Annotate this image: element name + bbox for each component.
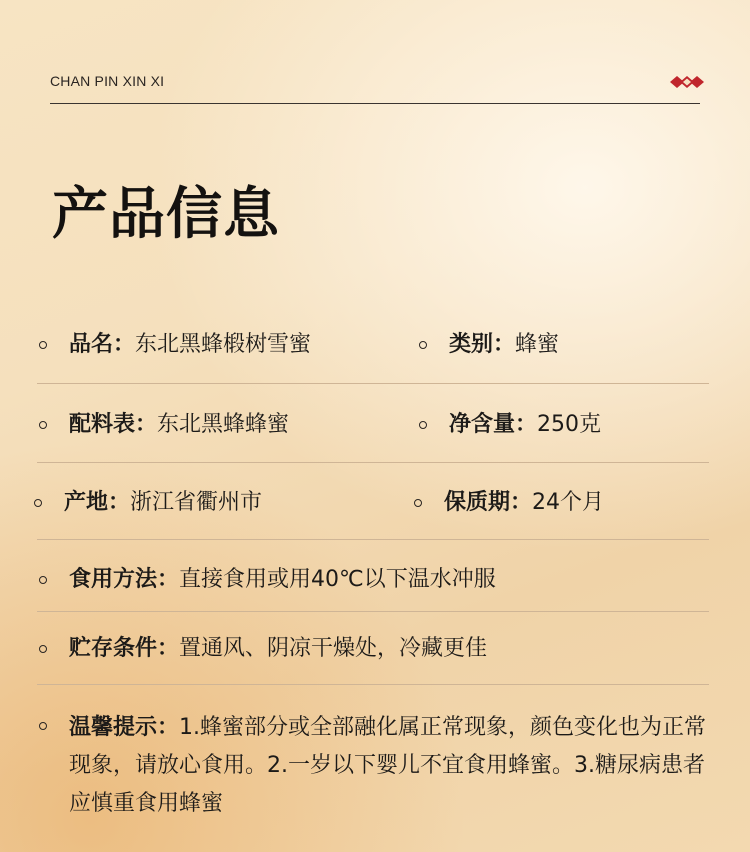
info-value: 东北黑蜂椴树雪蜜: [135, 332, 312, 357]
info-label: 产地：: [64, 490, 131, 515]
info-item-tip: [69, 709, 709, 823]
tip-label: 温馨提示：: [69, 715, 180, 740]
bullet-icon: [419, 341, 427, 349]
info-item-usage: [69, 565, 496, 595]
info-label: 配料表：: [69, 412, 158, 437]
row-divider: [37, 462, 709, 463]
bullet-icon: [34, 499, 42, 507]
info-value: 24个月: [532, 490, 605, 515]
brand-text: CHAN PIN XIN XI: [50, 73, 165, 89]
info-label: 保质期：: [444, 490, 533, 515]
bullet-icon: [414, 499, 422, 507]
row-divider: [37, 383, 709, 384]
info-item-category: [449, 330, 559, 360]
row-divider: [37, 611, 709, 612]
info-value: 蜂蜜: [515, 332, 560, 357]
diamond-ornament-icon: [670, 75, 704, 89]
info-item-name: [69, 330, 311, 360]
info-label: 贮存条件：: [69, 636, 180, 661]
info-label: 品名：: [69, 332, 136, 357]
row-divider: [37, 684, 709, 685]
info-value: 浙江省衢州市: [130, 490, 263, 515]
bullet-icon: [39, 421, 47, 429]
page-title: 产品信息: [52, 182, 280, 247]
info-item-storage: [69, 634, 487, 664]
info-label: 类别：: [449, 332, 516, 357]
bullet-icon: [39, 576, 47, 584]
bullet-icon: [419, 421, 427, 429]
bullet-icon: [39, 645, 47, 653]
info-label: 净含量：: [449, 412, 538, 437]
info-item-ingredients: [69, 410, 289, 440]
info-item-net-content: [449, 410, 601, 440]
info-value: 250克: [537, 412, 602, 437]
row-divider: [37, 539, 709, 540]
info-value: 置通风、阴凉干燥处，冷藏更佳: [179, 636, 488, 661]
info-value: 东北黑蜂蜂蜜: [157, 412, 290, 437]
header-divider: [50, 103, 700, 104]
info-value: 直接食用或用40℃以下温水冲服: [179, 567, 496, 592]
bullet-icon: [39, 341, 47, 349]
info-label: 食用方法：: [69, 567, 180, 592]
tip-text: 1.蜂蜜部分或全部融化属正常现象，颜色变化也为正常现象，请放心食用。2.一岁以下婴儿不宜食用蜂蜜。3.糖尿病患者应慎重食用蜂蜜: [69, 715, 707, 816]
info-item-origin: [64, 488, 262, 518]
bullet-icon: [39, 722, 47, 730]
info-item-shelf-life: [444, 488, 604, 518]
